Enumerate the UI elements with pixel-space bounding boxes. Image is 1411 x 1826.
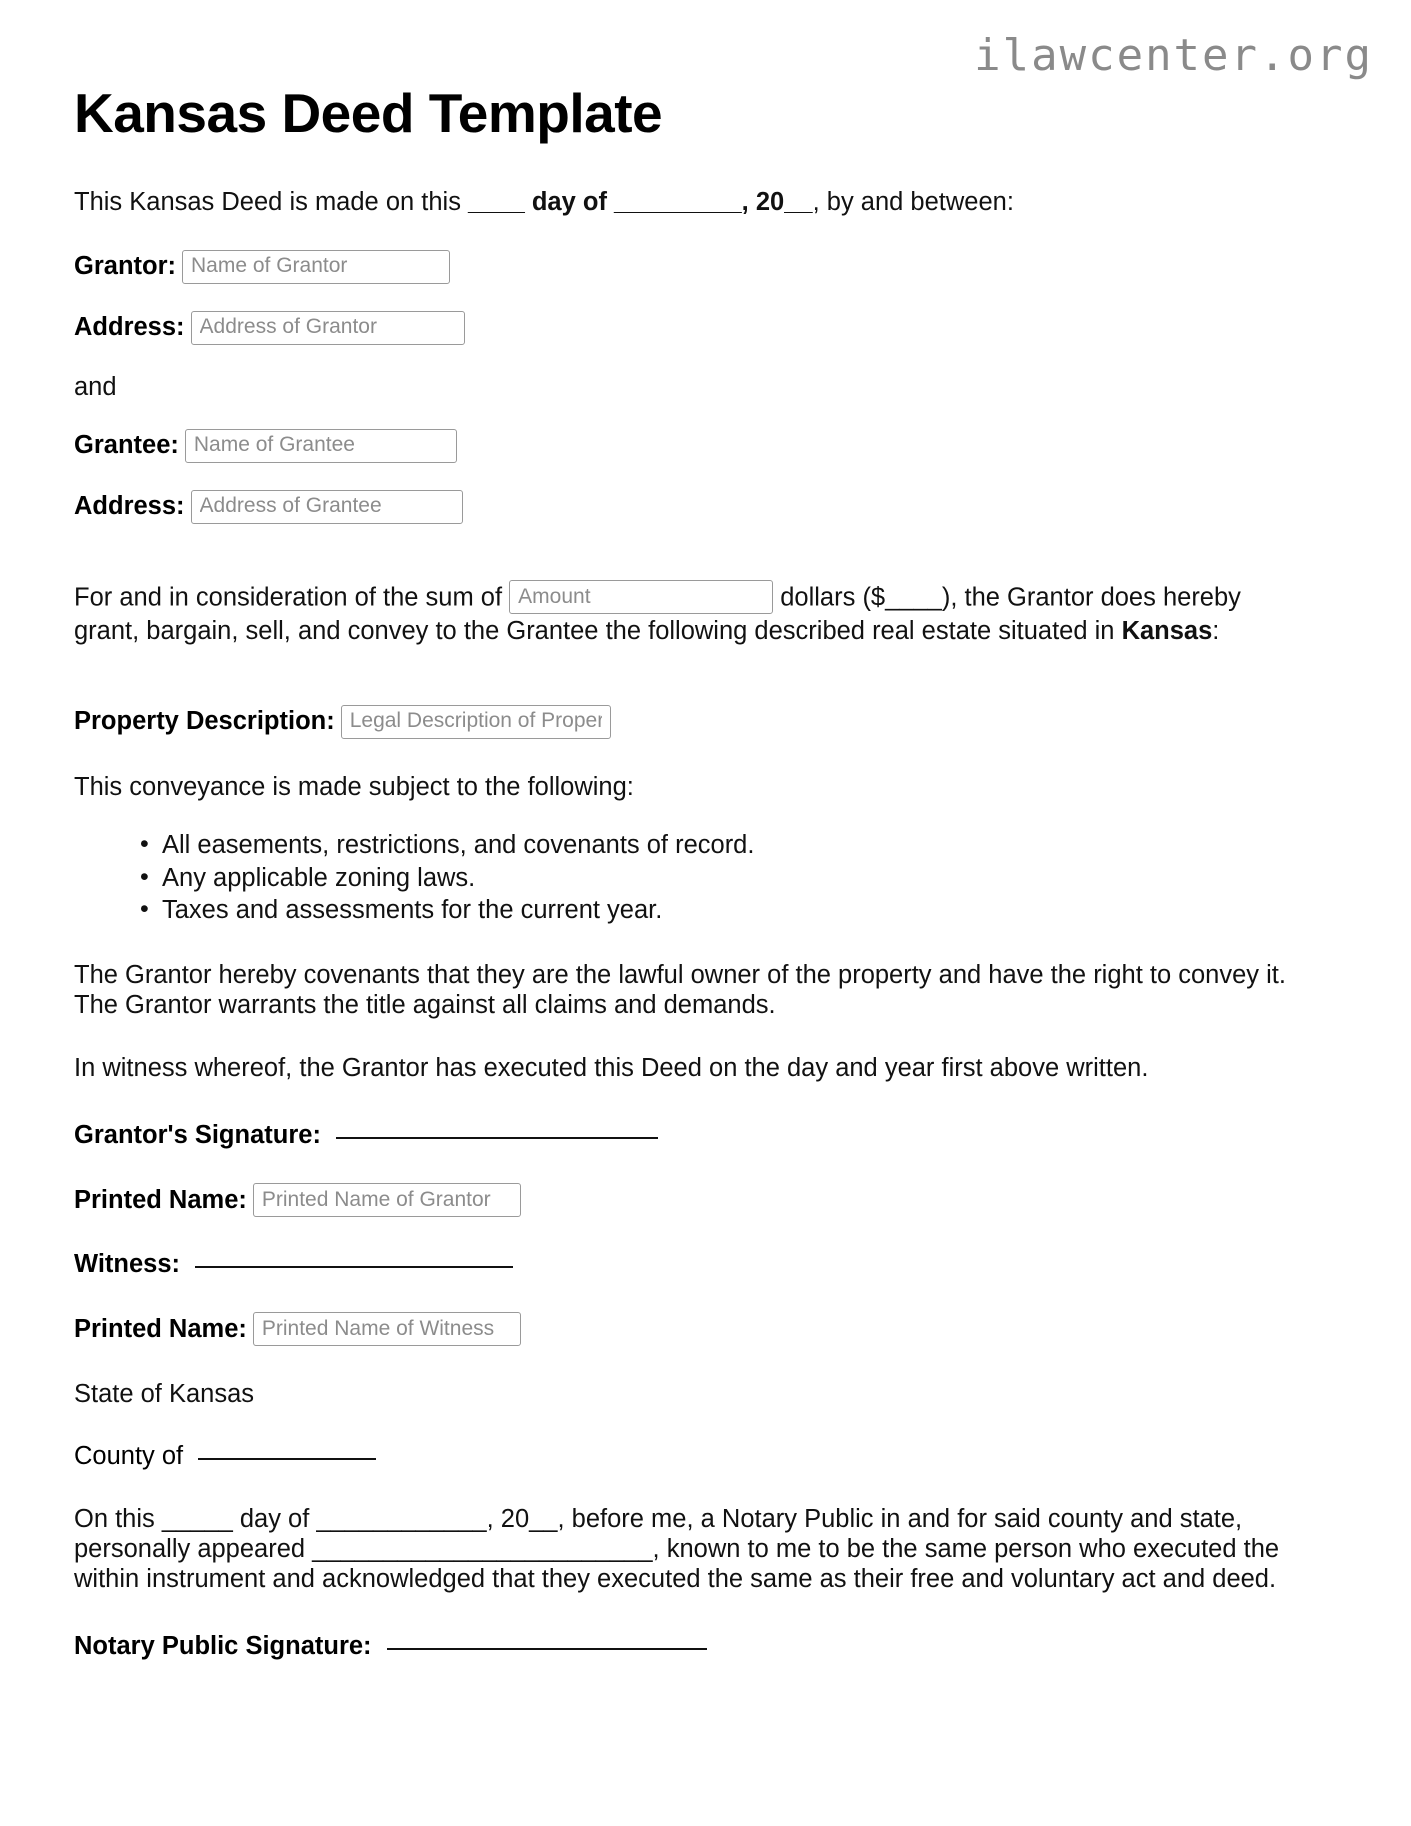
intro-day-of: day of bbox=[524, 187, 615, 216]
grantee-row bbox=[74, 429, 1306, 463]
notary-acknowledgment-paragraph: On this _____ day of ____________, 20__, before me, a Notary Public in and for said county and state, personally appeared ________________________, known to me to be the same person who executed the within instrument and acknowledged that they executed the same as their free and voluntary act and deed. bbox=[74, 1505, 1280, 1594]
witness-printed-name-label: Printed Name: bbox=[74, 1314, 247, 1343]
consideration-amount-input[interactable] bbox=[509, 580, 773, 614]
notary-county-row bbox=[74, 1442, 1306, 1471]
notary-county-label: County of bbox=[74, 1442, 191, 1471]
witness-printed-name-row bbox=[74, 1312, 1306, 1346]
and-connector: and bbox=[74, 372, 117, 401]
notary-signature-row bbox=[74, 1632, 1306, 1661]
grantor-label: Grantor: bbox=[74, 252, 176, 281]
list-item: • Any applicable zoning laws. bbox=[140, 862, 1306, 895]
grantor-signature-label: Grantor's Signature: bbox=[74, 1121, 321, 1150]
property-description-row bbox=[74, 705, 1306, 739]
page-title: Kansas Deed Template bbox=[74, 82, 663, 144]
notary-county-line[interactable] bbox=[198, 1458, 376, 1460]
witness-signature-row bbox=[74, 1250, 1306, 1279]
conveyance-lead-in: This conveyance is made subject to the following: bbox=[74, 772, 634, 801]
consideration-state: Kansas bbox=[1121, 617, 1213, 646]
intro-paragraph bbox=[74, 187, 1306, 217]
grantor-address-label: Address: bbox=[74, 313, 185, 342]
consideration-colon: : bbox=[1212, 617, 1220, 646]
grantor-printed-name-input[interactable] bbox=[253, 1183, 521, 1217]
consideration-after-amount: dollars ($____), the Grantor does hereby grant, bargain, sell, and convey to the Grantee the following described real estate situated in bbox=[74, 584, 1241, 646]
witness-printed-name-input[interactable] bbox=[253, 1312, 521, 1346]
grantor-address-input[interactable] bbox=[191, 311, 465, 345]
grantee-address-row bbox=[74, 490, 1306, 524]
grantor-printed-name-row bbox=[74, 1183, 1306, 1217]
grantor-signature-row bbox=[74, 1121, 1306, 1150]
grantor-name-input[interactable] bbox=[182, 250, 450, 284]
list-item: • Taxes and assessments for the current year. bbox=[140, 894, 1306, 927]
intro-part2: , by and between: bbox=[812, 187, 1014, 216]
notary-signature-line[interactable] bbox=[387, 1648, 707, 1650]
covenants-paragraph: The Grantor hereby covenants that they are the lawful owner of the property and have the right to convey it. The Grantor warrants the title against all claims and demands. bbox=[74, 960, 1286, 1020]
grantee-address-label: Address: bbox=[74, 492, 185, 521]
consideration-paragraph bbox=[74, 582, 1306, 646]
intro-year-blank: __ bbox=[784, 187, 813, 216]
notary-signature-label: Notary Public Signature: bbox=[74, 1632, 372, 1661]
consideration-lead: For and in consideration of the sum of bbox=[74, 584, 510, 613]
grantee-address-input[interactable] bbox=[191, 490, 463, 524]
grantor-address-row bbox=[74, 311, 1306, 345]
property-description-input[interactable] bbox=[341, 705, 611, 739]
grantor-row bbox=[74, 250, 1306, 284]
conveyance-conditions-list bbox=[74, 829, 1306, 927]
intro-day-blank: ____ bbox=[468, 187, 525, 216]
document-content bbox=[74, 0, 1306, 1661]
intro-month-blank: _________ bbox=[614, 187, 742, 216]
witness-whereof-paragraph: In witness whereof, the Grantor has executed this Deed on the day and year first above written. bbox=[74, 1054, 1149, 1083]
intro-year-prefix: , 20 bbox=[741, 187, 785, 216]
grantor-signature-line[interactable] bbox=[336, 1137, 658, 1139]
witness-label: Witness: bbox=[74, 1250, 181, 1279]
notary-state-line: State of Kansas bbox=[74, 1380, 255, 1409]
grantee-name-input[interactable] bbox=[185, 429, 457, 463]
list-item: • All easements, restrictions, and covenants of record. bbox=[140, 829, 1306, 862]
intro-part1: This Kansas Deed is made on this bbox=[74, 187, 469, 216]
property-description-label: Property Description: bbox=[74, 707, 335, 736]
site-watermark: ilawcenter.org bbox=[974, 30, 1373, 81]
grantor-printed-name-label: Printed Name: bbox=[74, 1185, 247, 1214]
witness-signature-line[interactable] bbox=[195, 1266, 513, 1268]
grantee-label: Grantee: bbox=[74, 431, 179, 460]
